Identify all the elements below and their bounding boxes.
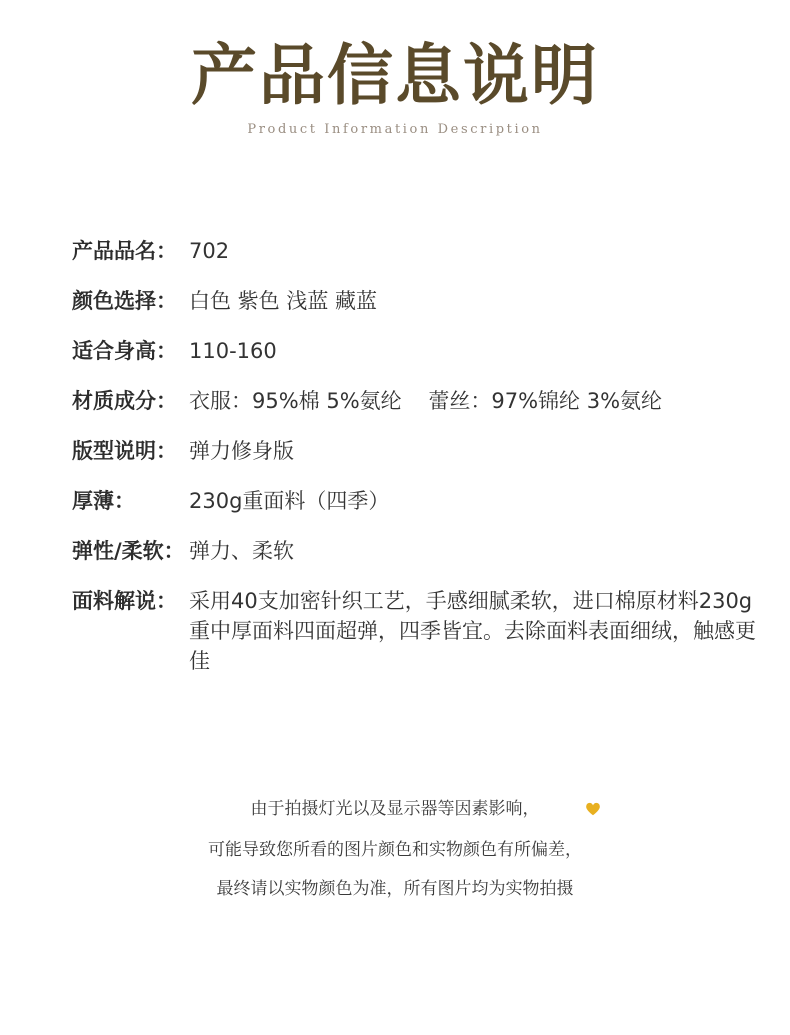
spec-value: 702 [189, 239, 230, 263]
spec-row-fabric [72, 586, 762, 676]
spec-row-color [72, 286, 762, 316]
spec-label: 产品品名： [72, 239, 177, 263]
notice-line-3: 最终请以实物颜色为准，所有图片均为实物拍摄 [216, 879, 574, 899]
spec-value: 白色 紫色 浅蓝 藏蓝 [189, 289, 378, 313]
spec-list [72, 236, 762, 696]
spec-value: 110-160 [189, 339, 277, 363]
spec-label: 面料解说： [72, 589, 177, 613]
heart-icon [584, 800, 602, 818]
spec-value: 采用40支加密针织工艺，手感细腻柔软，进口棉原材料230g重中厚面料四面超弹，四季皆宜。去除面料表面细绒，触感更佳 [189, 589, 756, 673]
spec-row-fit [72, 436, 762, 466]
page-title: 产品信息说明 [191, 37, 599, 114]
notice-line-1: 由于拍摄灯光以及显示器等因素影响， [250, 799, 540, 819]
spec-row-name [72, 236, 762, 266]
page-subtitle: Product Information Description [247, 122, 543, 137]
spec-label: 适合身高： [72, 339, 177, 363]
spec-row-height [72, 336, 762, 366]
spec-label: 颜色选择： [72, 289, 177, 313]
spec-row-thickness [72, 486, 762, 516]
spec-label: 材质成分： [72, 389, 177, 413]
spec-label: 厚薄： [72, 489, 135, 513]
notice-line-2: 可能导致您所看的图片颜色和实物颜色有所偏差， [208, 840, 582, 860]
spec-value: 弹力修身版 [189, 439, 294, 463]
spec-value: 230g重面料（四季） [189, 489, 390, 513]
spec-row-material [72, 386, 762, 416]
spec-label: 弹性/柔软： [72, 539, 185, 563]
spec-value: 弹力、柔软 [189, 539, 294, 563]
spec-row-elasticity [72, 536, 762, 566]
spec-label: 版型说明： [72, 439, 177, 463]
spec-value: 衣服：95%棉 5%氨纶 蕾丝：97%锦纶 3%氨纶 [189, 389, 663, 413]
